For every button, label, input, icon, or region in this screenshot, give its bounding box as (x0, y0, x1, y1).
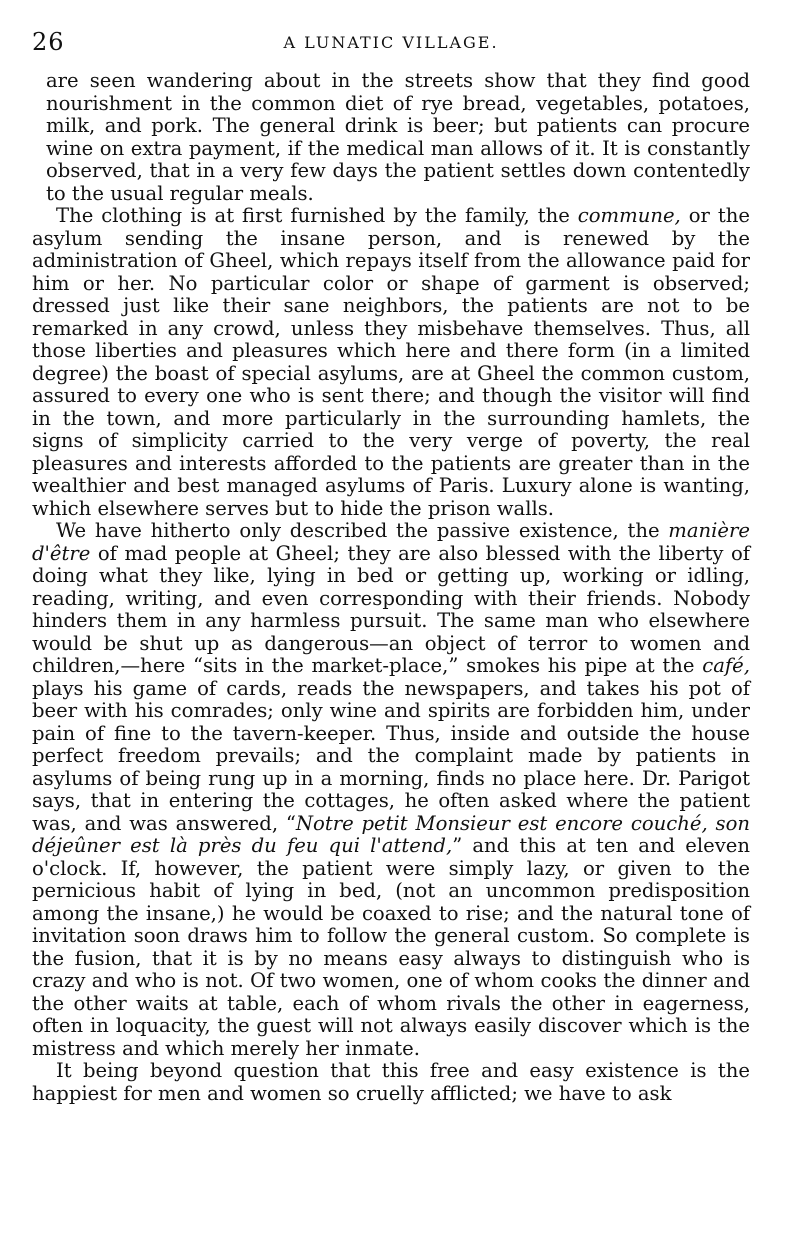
paragraph-3 (32, 520, 750, 1060)
text-segment: of mad people at Gheel; they are also blessed with the liberty of doing what they like, lying in bed or getting up, working or idling, reading, writing, and even corresponding with their friends. Nobody hinders them in any harmless pursuit. The same man who elsewhere would be shut up as dangerous—an object of terror to women and children,—here “sits in the market-place,” smokes his pipe at the (32, 541, 750, 677)
running-title: A LUNATIC VILLAGE. (283, 33, 499, 52)
body-text (32, 70, 750, 1105)
italic-term-cafe: café, (702, 654, 750, 677)
book-page (32, 28, 750, 1105)
text-segment: The clothing is at first furnished by the family, the (56, 204, 578, 227)
paragraph-2 (32, 205, 750, 520)
running-head (32, 28, 750, 58)
text-segment: are seen wandering about in the streets show that they find good nourishment in the common diet of rye bread, vegetables, potatoes, milk, and pork. The general drink is beer; but patients can procure wine on extra payment, if the medical man allows of it. It is constantly observed, that in a very few days the patient settles down contentedly to the usual regular meals. (46, 69, 750, 205)
paragraph-1 (32, 70, 750, 205)
text-segment: or the asylum sending the insane person, and is renewed by the administration of Gheel, which repays itself from the allowance paid for him or her. No particular color or shape of garment is observed; dressed just like their sane neighbors, the patients are not to be remarked in any crowd, unless they misbehave themselves. Thus, all those liberties and pleasures which here and there form (in a limited degree) the boast of special asylums, are at Gheel the common custom, assured to every one who is sent there; and though the visitor will find in the town, and more particularly in the surrounding hamlets, the signs of simplicity carried to the very verge of poverty, the real pleasures and interests afforded to the patients are greater than in the wealthier and best managed asylums of Paris. Luxury alone is wanting, which elsewhere serves but to hide the prison walls. (32, 204, 750, 520)
italic-french-quote: Notre petit Monsieur est encore couché, son déjeûner est là près du feu qui l'attend, (32, 811, 750, 857)
text-segment: It being beyond question that this free and easy existence is the happiest for men and women so cruelly afflicted; we have to ask (32, 1059, 750, 1105)
paragraph-4 (32, 1060, 750, 1105)
italic-term-commune: commune, (577, 204, 681, 227)
text-segment: ” and this at ten and eleven o'clock. If, however, the patient were simply lazy, or given to the pernicious habit of lying in bed, (not an uncommon predisposition among the insane,) he would be coaxed to rise; and the natural tone of invitation soon draws him to follow the general custom. So complete is the fusion, that it is by no means easy always to distinguish who is crazy and who is not. Of two women, one of whom cooks the dinner and the other waits at table, each of whom rivals the other in eagerness, often in loquacity, the guest will not always easily discover which is the mistress and which merely her inmate. (32, 834, 750, 1060)
page-number: 26 (32, 28, 65, 56)
italic-term-maniere-detre: manière d'être (32, 519, 750, 565)
text-segment: plays his game of cards, reads the newspapers, and takes his pot of beer with his comrades; only wine and spirits are forbidden him, under pain of fine to the tavern-keeper. Thus, inside and outside the house perfect freedom prevails; and the complaint made by patients in asylums of being rung up in a morning, finds no place here. Dr. Parigot says, that in entering the cottages, he often asked where the patient was, and was answered, “ (32, 676, 750, 835)
text-segment: We have hitherto only described the passive existence, the (56, 519, 669, 542)
